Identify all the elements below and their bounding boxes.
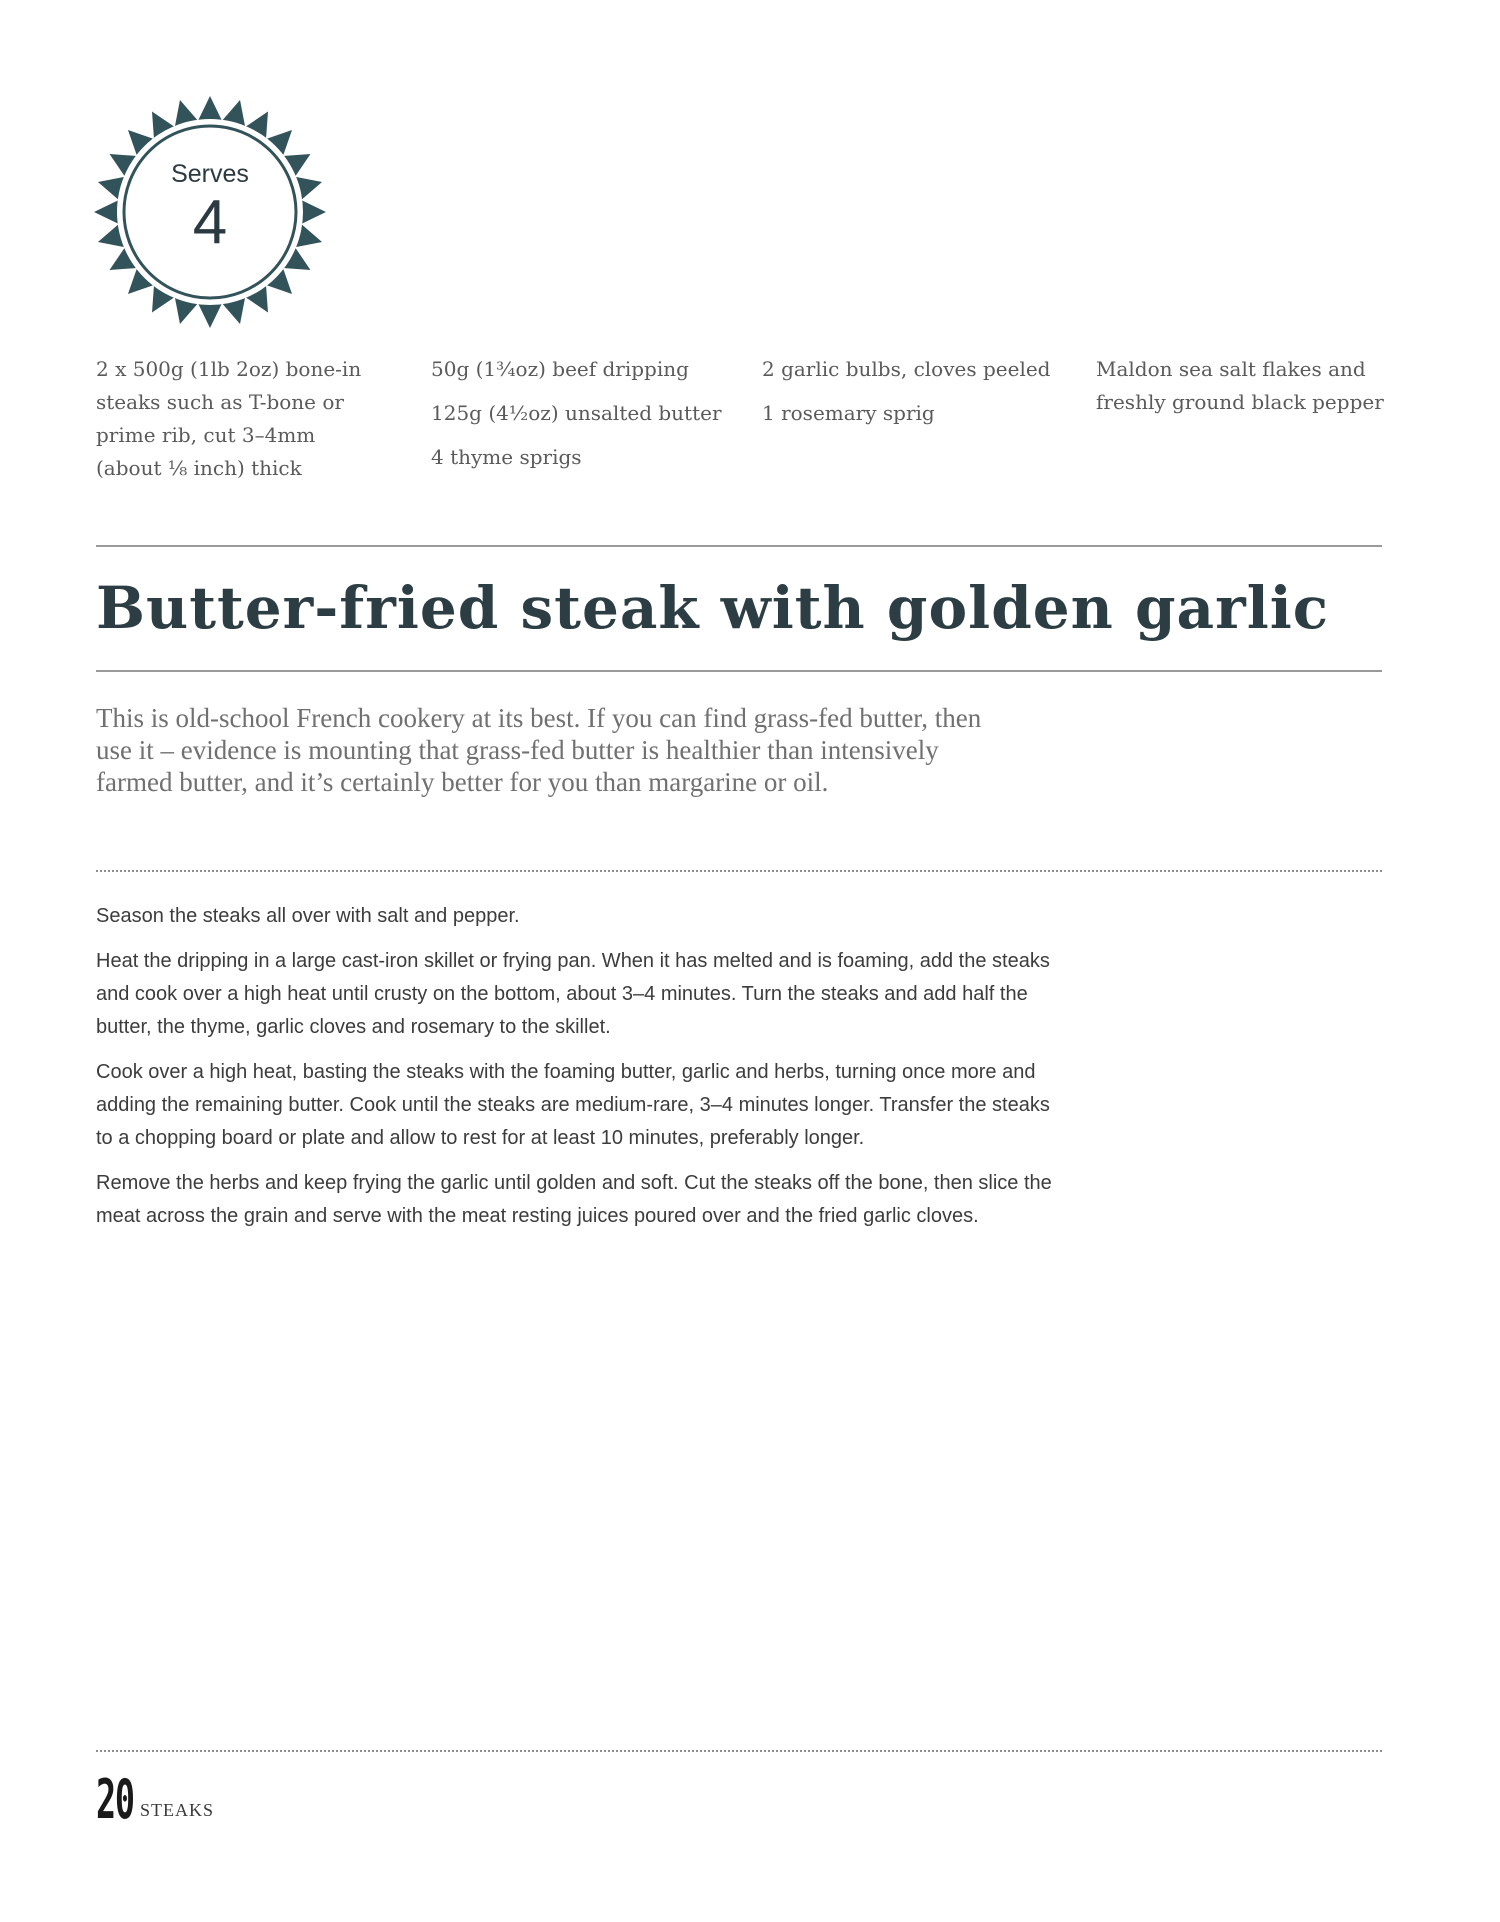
ingredient-item: 50g (1¾oz) beef dripping [431, 357, 689, 381]
method-step: Remove the herbs and keep frying the garlic until golden and soft. Cut the steaks off the bone, then slice the meat across the grain and serve with the meat resting juices poured over and the fried garlic cloves. [96, 1172, 1052, 1227]
recipe-intro: This is old-school French cookery at its best. If you can find grass-fed butter, then use it – evidence is mounting that grass-fed butter is healthier than intensively farmed butter, and it’s certainly better for you than margarine or oil. [96, 703, 982, 797]
ingredient-item: 1 rosemary sprig [762, 401, 935, 425]
footer-divider [96, 1750, 1382, 1752]
method-steps [96, 900, 1056, 1245]
page-number: 20 [96, 1768, 134, 1831]
method-step: Cook over a high heat, basting the steaks with the foaming butter, garlic and herbs, turning once more and adding the remaining butter. Cook until the steaks are medium-rare, 3–4 minutes longer. Transfer the steaks to a chopping board or plate and allow to rest for at least 10 minutes, preferably longer. [96, 1061, 1050, 1149]
serves-count: 4 [192, 188, 228, 257]
ingredient-item: 2 x 500g (1lb 2oz) bone-in steaks such as T-bone or prime rib, cut 3–4mm (about ⅛ inch) thick [96, 357, 362, 480]
ingredients-list [96, 353, 1386, 493]
section-name: STEAKS [140, 1800, 215, 1820]
method-step: Season the steaks all over with salt and pepper. [96, 905, 520, 927]
ingredient-item: Maldon sea salt flakes and freshly ground black pepper [1096, 357, 1384, 414]
recipe-title: Butter-fried steak with golden garlic [96, 574, 1330, 642]
title-rule-bottom [96, 670, 1382, 672]
ingredients-column-4 [1096, 353, 1396, 430]
dotted-divider [96, 870, 1382, 872]
ingredients-column-3 [762, 353, 1072, 441]
method-step: Heat the dripping in a large cast-iron skillet or frying pan. When it has melted and is foaming, add the steaks and cook over a high heat until crusty on the bottom, about 3–4 minutes. Turn the steaks and add half the butter, the thyme, garlic cloves and rosemary to the skillet. [96, 950, 1050, 1038]
serves-label: Serves [171, 160, 249, 188]
serves-badge [90, 92, 330, 332]
ingredient-item: 4 thyme sprigs [431, 445, 582, 469]
ingredient-item: 2 garlic bulbs, cloves peeled [762, 357, 1051, 381]
ingredients-column-2 [431, 353, 731, 485]
ingredients-column-1 [96, 353, 376, 496]
title-rule-top [96, 545, 1382, 547]
ingredient-item: 125g (4½oz) unsalted butter [431, 401, 722, 425]
